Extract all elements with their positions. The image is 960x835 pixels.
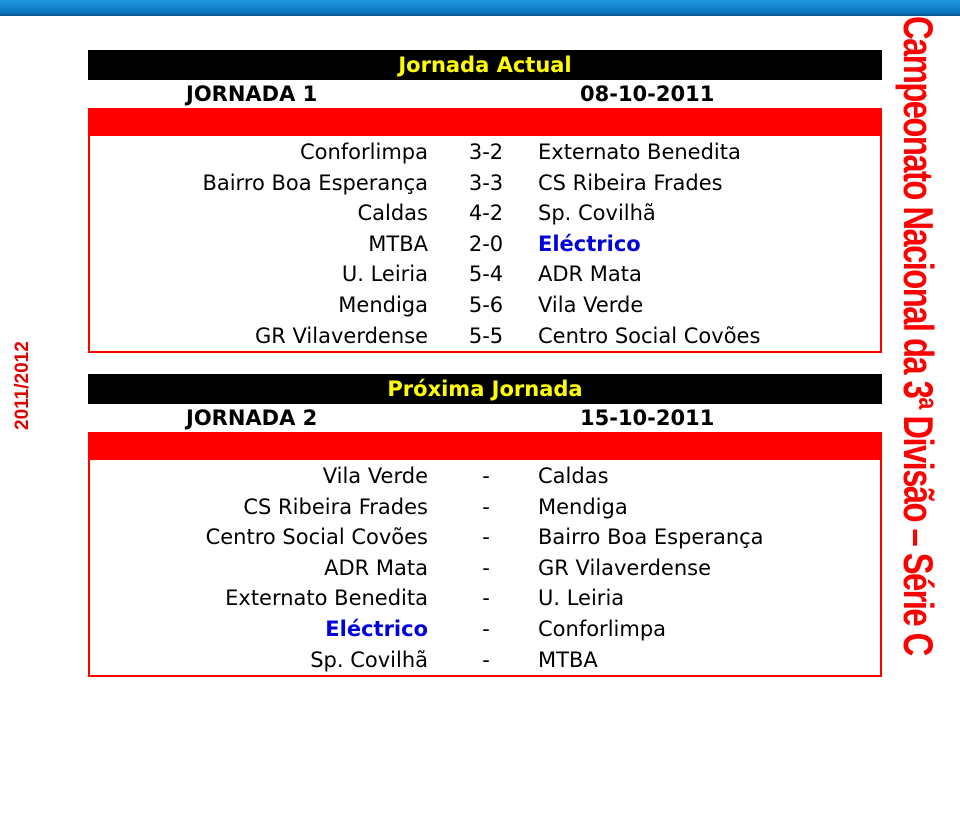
fixture-row: [90, 522, 880, 553]
score: 2-0: [468, 231, 504, 256]
match-row: [90, 259, 880, 290]
season-label: 2011/2012: [12, 341, 33, 430]
home-team: Eléctrico: [325, 616, 428, 641]
competition-title: [896, 16, 940, 716]
fixture-row: [90, 645, 880, 676]
home-team: Mendiga: [338, 292, 428, 317]
away-team: Caldas: [538, 464, 609, 488]
score: -: [482, 616, 490, 641]
home-team: Sp. Covilhã: [310, 647, 428, 672]
home-team: ADR Mata: [324, 555, 428, 580]
away-team: CS Ribeira Frades: [538, 170, 723, 195]
home-team: Vila Verde: [322, 464, 428, 488]
score: 3-2: [468, 140, 504, 164]
score: -: [482, 647, 490, 672]
home-team: Bairro Boa Esperança: [202, 170, 428, 195]
fixture-row: [90, 461, 880, 492]
home-team: U. Leiria: [341, 262, 428, 287]
current-round-number: JORNADA 1: [186, 82, 318, 106]
next-round-date: 15-10-2011: [580, 406, 715, 430]
match-row: [90, 168, 880, 199]
next-round-bar: [88, 432, 882, 460]
next-round-header: Próxima Jornada: [88, 374, 882, 404]
current-round-bar: [88, 108, 882, 136]
home-team: CS Ribeira Frades: [243, 494, 428, 519]
away-team: GR Vilaverdense: [538, 555, 712, 580]
match-row: [90, 137, 880, 168]
current-round-panel: [88, 50, 882, 353]
fixture-row: [90, 614, 880, 645]
away-team: U. Leiria: [538, 586, 625, 611]
score: -: [482, 464, 490, 488]
next-matches: [88, 460, 882, 677]
away-team: Conforlimpa: [538, 616, 667, 641]
fixture-row: [90, 492, 880, 523]
fixture-row: [90, 583, 880, 614]
current-round-date: 08-10-2011: [580, 82, 715, 106]
score: 3-3: [468, 170, 504, 195]
away-team: Vila Verde: [538, 292, 644, 317]
away-team: ADR Mata: [538, 262, 642, 287]
home-team: Externato Benedita: [225, 586, 428, 611]
away-team: Externato Benedita: [538, 140, 741, 164]
score: 5-4: [468, 262, 504, 287]
away-team: Bairro Boa Esperança: [538, 525, 764, 550]
score: 5-6: [468, 292, 504, 317]
next-round-info: [88, 404, 882, 432]
next-round-panel: [88, 374, 882, 677]
home-team: Conforlimpa: [299, 140, 428, 164]
score: 5-5: [468, 323, 504, 348]
score: -: [482, 525, 490, 550]
away-team: Centro Social Covões: [538, 323, 761, 348]
competition-title-text: Campeonato Nacional da 3ª Divisão – Série C: [895, 16, 942, 655]
away-team: MTBA: [538, 647, 598, 672]
top-bar: [0, 0, 960, 16]
score: -: [482, 586, 490, 611]
match-row: [90, 198, 880, 229]
next-round-number: JORNADA 2: [186, 406, 318, 430]
score: -: [482, 555, 490, 580]
score: -: [482, 494, 490, 519]
match-row: [90, 229, 880, 260]
match-row: [90, 321, 880, 352]
away-team: Mendiga: [538, 494, 628, 519]
away-team: Eléctrico: [538, 231, 641, 256]
home-team: Caldas: [357, 201, 428, 226]
current-matches: [88, 136, 882, 353]
current-round-info: [88, 80, 882, 108]
current-round-header: Jornada Actual: [88, 50, 882, 80]
fixture-row: [90, 553, 880, 584]
home-team: GR Vilaverdense: [254, 323, 428, 348]
away-team: Sp. Covilhã: [538, 201, 656, 226]
home-team: MTBA: [368, 231, 428, 256]
home-team: Centro Social Covões: [205, 525, 428, 550]
score: 4-2: [468, 201, 504, 226]
match-row: [90, 290, 880, 321]
